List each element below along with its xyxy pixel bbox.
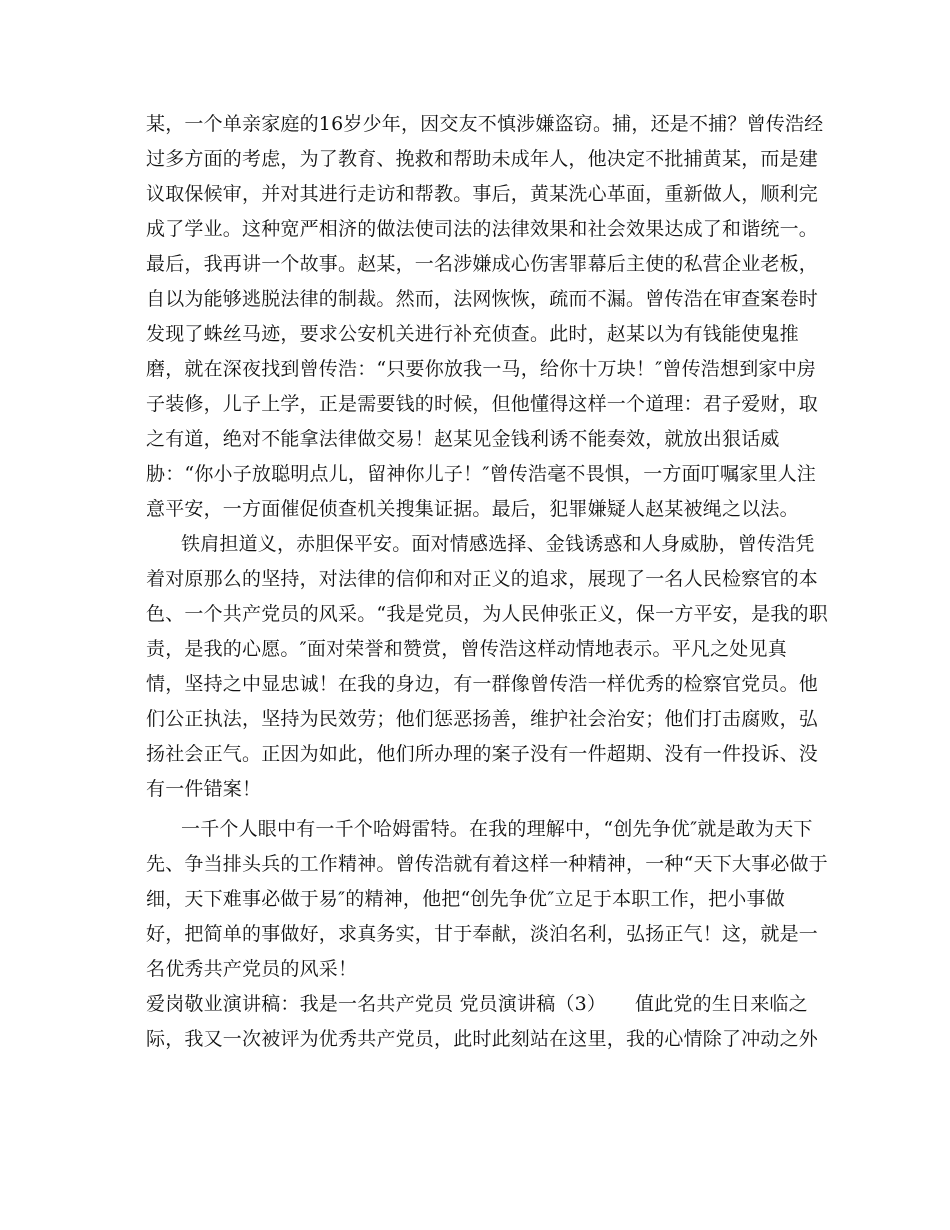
paragraph-line: 过多方面的考虑，为了教育、挽救和帮助未成年人，他决定不批捕黄某，而是建 xyxy=(146,148,819,170)
paragraph-line: 发现了蛛丝马迹，要求公安机关进行补充侦查。此时，赵某以为有钱能使鬼推 xyxy=(146,323,799,345)
paragraph-line: 细，天下难事必做于易″的精神，他把“创先争优″立足于本职工作，把小事做 xyxy=(146,888,785,910)
paragraph-line: 铁肩担道义，赤胆保平安。面对情感选择、金钱诱惑和人身威胁，曾传浩凭 xyxy=(181,533,815,555)
paragraph-line: 扬社会正气。正因为如此，他们所办理的案子没有一件超期、没有一件投诉、没 xyxy=(146,743,819,765)
paragraph-line: 磨，就在深夜找到曾传浩：“只要你放我一马，给你十万块！″曾传浩想到家中房 xyxy=(146,358,817,380)
paragraph-line: 名优秀共产党员的风采！ xyxy=(146,958,358,980)
paragraph-line: 子装修，儿子上学，正是需要钱的时候，但他懂得这样一个道理：君子爱财，取 xyxy=(146,393,819,415)
paragraph-line: 色、一个共产党员的风采。“我是党员，为人民伸张正义，保一方平安，是我的职 xyxy=(146,603,828,625)
paragraph-line: 责，是我的心愿。″面对荣誉和赞赏，曾传浩这样动情地表示。平凡之处见真 xyxy=(146,638,787,660)
paragraph-line: 一千个人眼中有一千个哈姆雷特。在我的理解中，“创先争优″就是敢为天下 xyxy=(181,818,813,840)
paragraph-line: 自以为能够逃脱法律的制裁。然而，法网恢恢，疏而不漏。曾传浩在审查案卷时 xyxy=(146,288,819,310)
paragraph-line: 好，把简单的事做好，求真务实，甘于奉献，淡泊名利，弘扬正气！这，就是一 xyxy=(146,923,819,945)
paragraph-line: 着对原那么的坚持，对法律的信仰和对正义的追求，展现了一名人民检察官的本 xyxy=(146,568,819,590)
paragraph-line: 之有道，绝对不能拿法律做交易！赵某见金钱利诱不能奏效，就放出狠话威 xyxy=(146,428,780,450)
paragraph-line: 爱岗敬业演讲稿：我是一名共产党员 党员演讲稿（3） 值此党的生日来临之 xyxy=(146,993,808,1015)
paragraph-line: 议取保候审，并对其进行走访和帮教。事后，黄某洗心革面，重新做人，顺利完 xyxy=(146,183,819,205)
paragraph-line: 胁：“你小子放聪明点儿，留神你儿子！″曾传浩毫不畏惧，一方面叮嘱家里人注 xyxy=(146,463,817,485)
paragraph-line: 最后，我再讲一个故事。赵某，一名涉嫌成心伤害罪幕后主使的私营企业老板， xyxy=(146,253,819,275)
paragraph-line: 意平安，一方面催促侦查机关搜集证据。最后，犯罪嫌疑人赵某被绳之以法。 xyxy=(146,498,799,520)
paragraph-line: 们公正执法，坚持为民效劳；他们惩恶扬善，维护社会治安；他们打击腐败，弘 xyxy=(146,708,819,730)
paragraph-line: 成了学业。这种宽严相济的做法使司法的法律效果和社会效果达成了和谐统一。 xyxy=(146,218,819,240)
paragraph-line: 先、争当排头兵的工作精神。曾传浩就有着这样一种精神，一种“天下大事必做于 xyxy=(146,853,828,875)
paragraph-line: 际，我又一次被评为优秀共产党员，此时此刻站在这里，我的心情除了冲动之外 xyxy=(146,1028,819,1050)
paragraph-line: 情，坚持之中显忠诚！在我的身边，有一群像曾传浩一样优秀的检察官党员。他 xyxy=(146,673,819,695)
paragraph-line: 有一件错案！ xyxy=(146,778,262,800)
paragraph-line: 某，一个单亲家庭的16岁少年，因交友不慎涉嫌盗窃。捕，还是不捕？曾传浩经 xyxy=(146,113,824,135)
